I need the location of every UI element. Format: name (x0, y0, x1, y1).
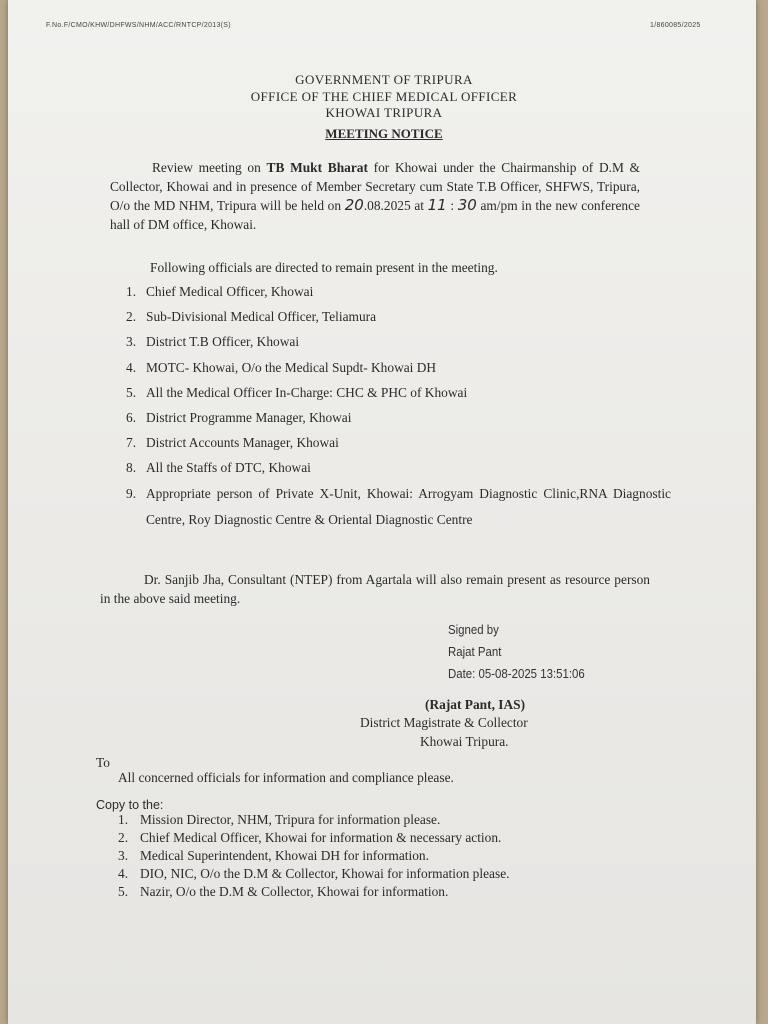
handwritten-date: 20 (344, 196, 364, 214)
intro-paragraph: Review meeting on TB Mukt Bharat for Khowai under the Chairmanship of D.M & Collector, Khowai and in presence of Member Secretary cum State T.B Officer, SHFWS, Tripura, O/o the MD NHM, Tripura will be held on 20.08.2025 at 11 : 30 am/pm in the new conference hall of DM office, Khowai. (110, 160, 640, 232)
handwritten-hour: 11 (427, 196, 447, 214)
list-item: 8. All the Staffs of DTC, Khowai (126, 460, 311, 475)
copy-to-item: 2. Chief Medical Officer, Khowai for information & necessary action. (118, 830, 502, 845)
header-location: KHOWAI TRIPURA (325, 105, 443, 120)
to-label: To (96, 755, 110, 770)
authority-designation: District Magistrate & Collector (360, 715, 528, 730)
to-text: All concerned officials for information and compliance please. (118, 770, 454, 785)
list-item: 3. District T.B Officer, Khowai (126, 334, 300, 349)
authority-name: (Rajat Pant, IAS) (425, 697, 526, 712)
header-government: GOVERNMENT OF TRIPURA (295, 72, 473, 87)
file-serial-number: 1/860085/2025 (650, 22, 701, 29)
program-name: TB Mukt Bharat (266, 160, 368, 175)
authority-place: Khowai Tripura. (420, 734, 509, 749)
list-item: 1. Chief Medical Officer, Khowai (126, 284, 314, 299)
list-item: 9. Appropriate person of Private X-Unit, Khowai: Arrogyam Diagnostic Clinic,RNA Diagnostic Centre, Roy Diagnostic Centre & Oriental Diagnostic Centre (126, 486, 671, 527)
copy-to-item: 1. Mission Director, NHM, Tripura for information please. (118, 812, 441, 827)
list-item: 7. District Accounts Manager, Khowai (126, 435, 339, 450)
list-item: 5. All the Medical Officer In-Charge: CHC & PHC of Khowai (126, 385, 468, 400)
notice-title: MEETING NOTICE (325, 126, 443, 141)
digital-signature-name: Rajat Pant (448, 644, 502, 659)
list-item: 2. Sub-Divisional Medical Officer, Teliamura (126, 309, 377, 324)
list-item: 6. District Programme Manager, Khowai (126, 410, 352, 425)
copy-to-item: 3. Medical Superintendent, Khowai DH for information. (118, 848, 429, 863)
file-reference-number: F.No.F/CMO/KHW/DHFWS/NHM/ACC/RNTCP/2013(S) (46, 22, 231, 29)
header-office: OFFICE OF THE CHIEF MEDICAL OFFICER (250, 89, 518, 104)
handwritten-minute: 30 (457, 196, 477, 214)
copy-to-heading: Copy to the: (96, 798, 164, 812)
digital-signature-label: Signed by (448, 622, 499, 637)
copy-to-item: 5. Nazir, O/o the D.M & Collector, Khowai for information. (118, 884, 449, 899)
copy-to-item: 4. DIO, NIC, O/o the D.M & Collector, Khowai for information please. (118, 866, 510, 881)
resource-person-note: Dr. Sanjib Jha, Consultant (NTEP) from Agartala will also remain present as resource person in the above said meeting. (100, 572, 650, 606)
list-item: 4. MOTC- Khowai, O/o the Medical Supdt- Khowai DH (126, 360, 437, 375)
directive-text: Following officials are directed to remain present in the meeting. (150, 260, 498, 275)
digital-signature-date: Date: 05-08-2025 13:51:06 (448, 666, 585, 681)
